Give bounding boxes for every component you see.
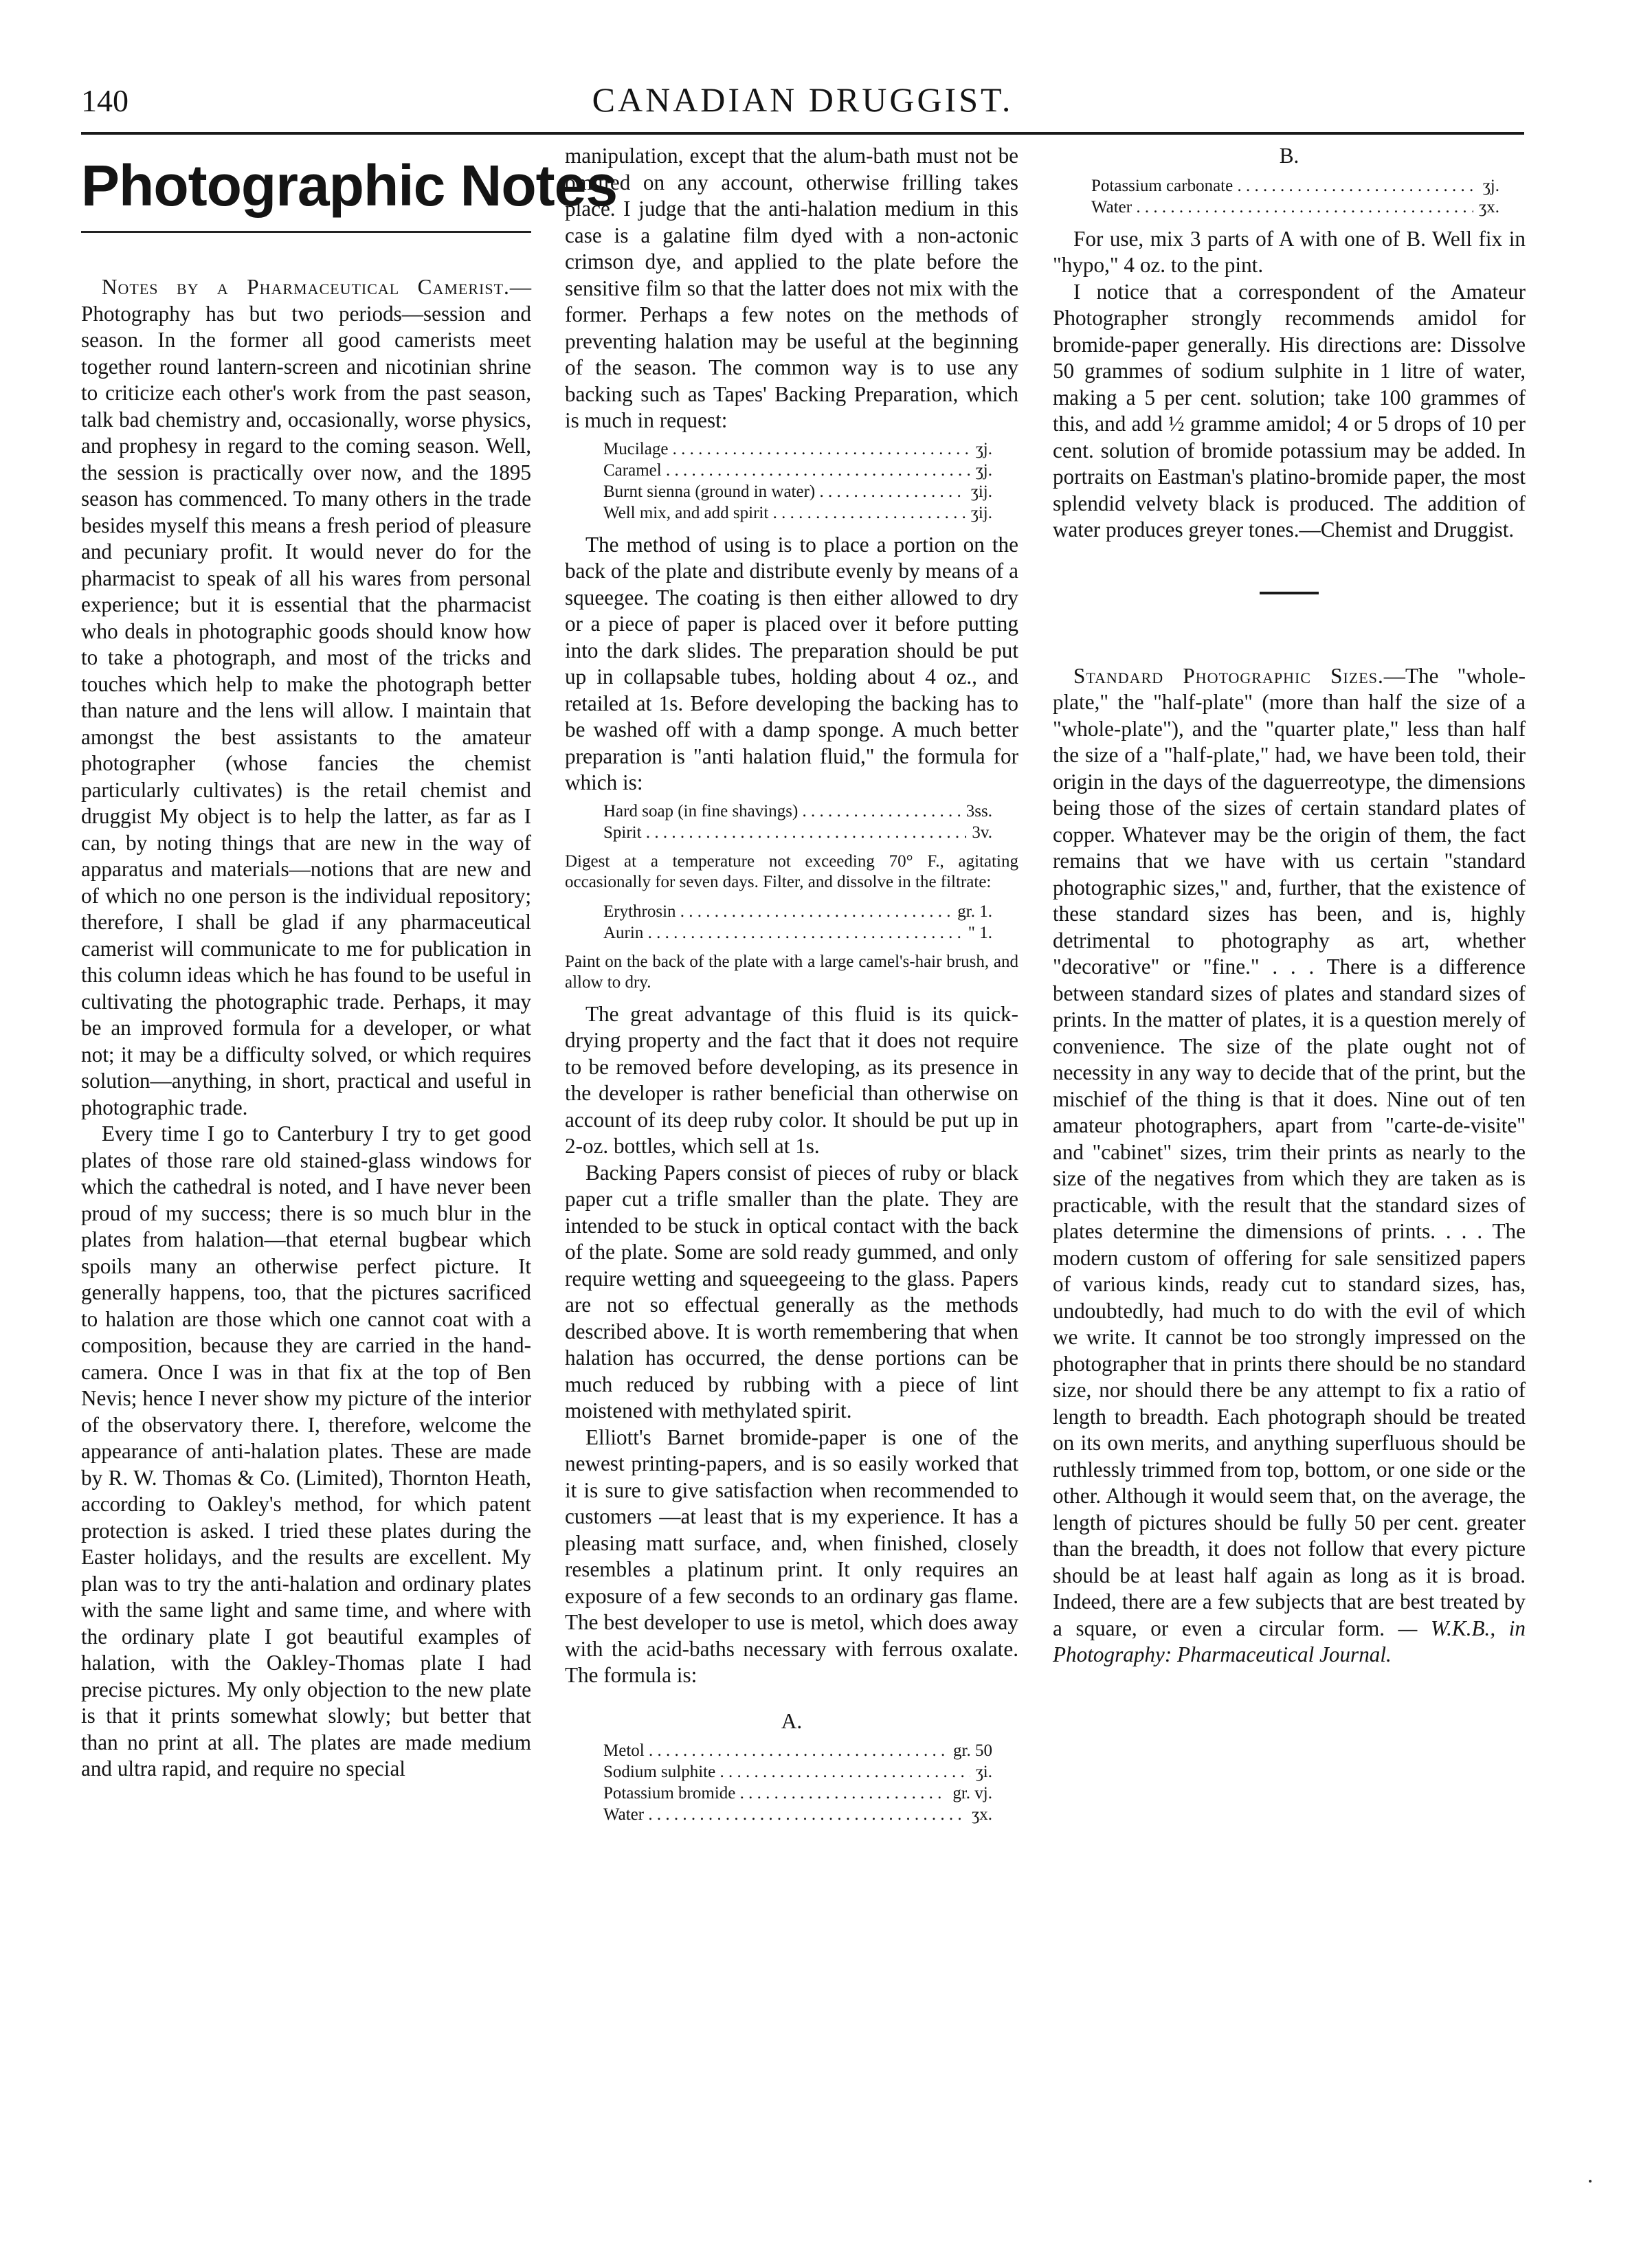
paragraph-advantage: The great advantage of this fluid is its quick-drying property and the fact that it does not require to be removed before developing, as its presence in the developer is rather beneficial than otherwise on account of its deep ruby color. It should be put up in 2-oz. bottles, which sell at 1s. — [565, 1001, 1018, 1158]
formula-a-label: A. — [781, 1708, 803, 1733]
intro-text: —Photography has but two periods—session and season. In the former all good camerists meet together round lantern-screen and nicotinian shrine to criticize each other's work from the past season, talk bad chemistry and, occasionally, worse physics, and prophesy in regard to the coming season. Well, the session is practically over now, and the 1895 season has commenced. To many others in the trade besides myself this means a fresh period of pleasure and pecuniary profit. It would never do for the pharmacist to speak of all his wares from personal experience; but it is essential that the pharmacist who deals in photographic goods should know how to take a photograph, and most of the tricks and touches which help to make the photograph better than nature and the lens will allow. I maintain that amongst the best assistants to the amateur photographer (whose fancies the chemist particularly cultivates) is the retail chemist and druggist My object is to help the latter, as far as I can, by noting things that are new in the way of apparatus and materials—notions that are new and of which no one person is the individual repository; therefore, I shall be glad if any pharmaceutical camerist will communicate to me for publication in this column ideas which he has found to be useful in cultivating the photographic trade. Perhaps, it may be an improved formula for a developer, or what not; it may be a difficulty solved, or which requires solution—anything, in short, practical and useful in photographic trade. — [81, 275, 531, 1119]
section-lead: Standard Photographic Sizes. — [1073, 663, 1384, 688]
recipe-line: Hard soap (in fine shavings) . . . 3ss. — [565, 801, 1018, 822]
credit-line: — W.K.B., in Photography: Pharmaceutical Journal. — [1053, 1616, 1526, 1666]
recipe-line: Sodium sulphite . . . ʒi. — [565, 1761, 1018, 1783]
paragraph-intro — [81, 274, 531, 1121]
print-mark — [1589, 2180, 1592, 2183]
recipe-line: Well mix, and add spirit . . . ʒij. — [565, 502, 1018, 524]
recipe-line: Erythrosin . . . gr. 1. — [565, 901, 1018, 922]
header-rule — [81, 132, 1524, 135]
paragraph-for-use: For use, mix 3 parts of A with one of B. Well fix in "hypo," 4 oz. to the pint. — [1053, 226, 1526, 277]
recipe-line: Burnt sienna (ground in water) . . . ʒij. — [565, 481, 1018, 502]
column-2 — [565, 143, 1018, 1833]
paragraph-method: The method of using is to place a portion on the back of the plate and distribute evenly by means of a squeegee. The coating is then either allowed to dry or a piece of paper is placed over it before putting into the dark slides. The preparation should be put up in collapsable tubes, holding about 4 oz., and retailed at 1s. Before developing the backing has to be washed off with a damp sponge. A much better preparation is "anti halation fluid," the formula for which is: — [565, 532, 1018, 794]
section-lead: Notes by a Pharmaceutical Camerist. — [102, 275, 510, 299]
recipe-antihalation — [565, 801, 1018, 843]
column-1 — [81, 143, 618, 1783]
recipe-dyes — [565, 901, 1018, 944]
formula-b-label: B. — [1279, 144, 1299, 168]
paint-instruction: Paint on the back of the plate with a large camel's-hair brush, and allow to dry. — [565, 952, 1018, 992]
recipe-line: Caramel . . . ʒj. — [565, 460, 1018, 481]
paragraph-elliott: Elliott's Barnet bromide-paper is one of the newest printing-papers, and is so easily worked that it is sure to give satisfaction when recommended to customers —at least that is my experience. It has a pleasing matt surface, and, when finished, closely resembles a platinum print. It only requires an exposure of a few seconds to an ordinary gas flame. The best developer to use is metol, which does away with the acid-baths necessary with ferrous oxalate. The formula is: — [565, 1425, 1018, 1687]
title-rule — [81, 231, 531, 233]
paragraph-backing-papers: Backing Papers consist of pieces of ruby or black paper cut a trifle smaller than the plate. They are intended to be stuck in optical contact with the back of the plate. Some are sold ready gummed, and only require wetting and squeegeeing to the glass. Papers are not so effectual generally as the methods described above. It is worth remembering that when halation has occurred, the dense portions can be much reduced by rubbing with a piece of lint moistened with methylated spirit. — [565, 1160, 1018, 1422]
recipe-line: Aurin . . . " 1. — [565, 922, 1018, 944]
paragraph-manipulation: manipulation, except that the alum-bath must not be omitted on any account, otherwise frilling takes place. I judge that the anti-halation medium in this case is a galatine film dyed with a non-actonic crimson dye, and applied to the plate before the sensitive film so that the latter does not mix with the former. Perhaps a few notes on the methods of preventing halation may be useful at the beginning of the season. The common way is to use any backing such as Tapes' Backing Preparation, which is much in request: — [565, 144, 1018, 432]
recipe-line: Water . . . ʒx. — [1053, 197, 1526, 218]
paragraph-amidol: I notice that a correspondent of the Amateur Photographer strongly recommends amidol for bromide-paper generally. His directions are: Dissolve 50 grammes of sodium sulphite in 1 litre of water, making a 5 per cent. solution; take 100 grammes of this, and add ½ gramme amidol; 4 or 5 drops of 10 per cent. solution of bromide potassium may be added. In portraits on Eastman's platino-bromide paper, the most splendid velvety black is produced. The addition of water produces greyer tones.—Chemist and Druggist. — [1053, 279, 1526, 542]
recipe-formula-a — [565, 1740, 1018, 1825]
paragraph-standard-sizes — [1053, 663, 1526, 1669]
column-3 — [1053, 143, 1526, 1669]
recipe-line: Spirit . . . 3v. — [565, 822, 1018, 843]
recipe-line: Potassium bromide . . . gr. vj. — [565, 1783, 1018, 1804]
digest-instruction: Digest at a temperature not exceeding 70° F., agitating occasionally for seven days. Filter, and dissolve in the filtrate: — [565, 851, 1018, 891]
paragraph-canterbury: Every time I go to Canterbury I try to get good plates of those rare old stained-glass windows for which the cathedral is noted, and I have never been proud of my success; there is so much blur in the plates from halation—that eternal bugbear which spoils many an otherwise perfect picture. It generally happens, too, that the pictures sacrificed to halation are those which one cannot coat with a composition, because they are carried in the hand-camera. Once I was in that fix at the top of Ben Nevis; hence I never show my picture of the interior of the observatory there. I, therefore, welcome the appearance of anti-halation plates. These are made by R. W. Thomas & Co. (Limited), Thornton Heath, according to Oakley's method, for which patent protection is asked. I tried these plates during the Easter holidays, and the results are excellent. My plan was to try the anti-halation and ordinary plates with the same light and same time, and where with the ordinary plate I got beautiful examples of halation, with the Oakley-Thomas plate I had precise pictures. My only objection to the new plate is that it prints somewhat slowly; but better that than no print at all. The plates are made medium and ultra rapid, and require no special — [81, 1122, 531, 1781]
page-number: 140 — [81, 83, 129, 118]
section-divider — [1260, 592, 1319, 594]
recipe-line: Mucilage . . . ʒj. — [565, 438, 1018, 460]
journal-title: CANADIAN DRUGGIST. — [592, 80, 1014, 119]
recipe-formula-b — [1053, 175, 1526, 218]
running-header — [81, 77, 1524, 132]
recipe-backing — [565, 438, 1018, 524]
recipe-line: Water . . . ʒx. — [565, 1804, 1018, 1825]
article-title: Photographic Notes — [81, 153, 618, 218]
recipe-line: Potassium carbonate . . . ʒj. — [1053, 175, 1526, 197]
standard-sizes-text: —The "whole-plate," the "half-plate" (more than half the size of a "whole-plate"), and the "quarter plate," less than half the size of a "half-plate," had, we have been told, their origin in the days of the daguerreotype, the dimensions being those of the sizes of certain standard plates of copper. Whatever may be the origin of them, the fact remains that we have with us certain "standard photographic sizes," and, further, that the existence of these standard sizes has been, and is, highly detrimental to photography as art, whether "decorative" or "fine." . . . There is a difference between standard sizes of plates and standard sizes of prints. In the matter of plates, it is a question merely of convenience. The size of the plate ought not of necessity in any way to decide that of the print, but the mischief of the thing is that it does. Nine out of ten amateur photographers, apart from "carte-de-visite" and "cabinet" sizes, trim their prints as nearly to the size of the negatives from which they are taken as is practicable, with the result that the standard sizes of plates determine the dimensions of prints. . . . The modern custom of offering for sale sensitized papers of various kinds, ready cut to standard sizes, has, undoubtedly, had much to do with the evil of which we write. It cannot be too strongly impressed on the photographer that in prints there should be no standard size, nor should there be any attempt to fix a ratio of length to breadth. Each photograph should be treated on its own merits, and anything superfluous should be ruthlessly trimmed from top, bottom, or one side or the other. Although it would seem that, on the average, the length of pictures should be fully 50 per cent. greater than the breadth, it does not follow that every picture should be at least half again as long as it is broad. Indeed, there are a few subjects that are best treated by a square, or even a circular form. — [1053, 663, 1526, 1640]
recipe-line: Metol . . . gr. 50 — [565, 1740, 1018, 1761]
